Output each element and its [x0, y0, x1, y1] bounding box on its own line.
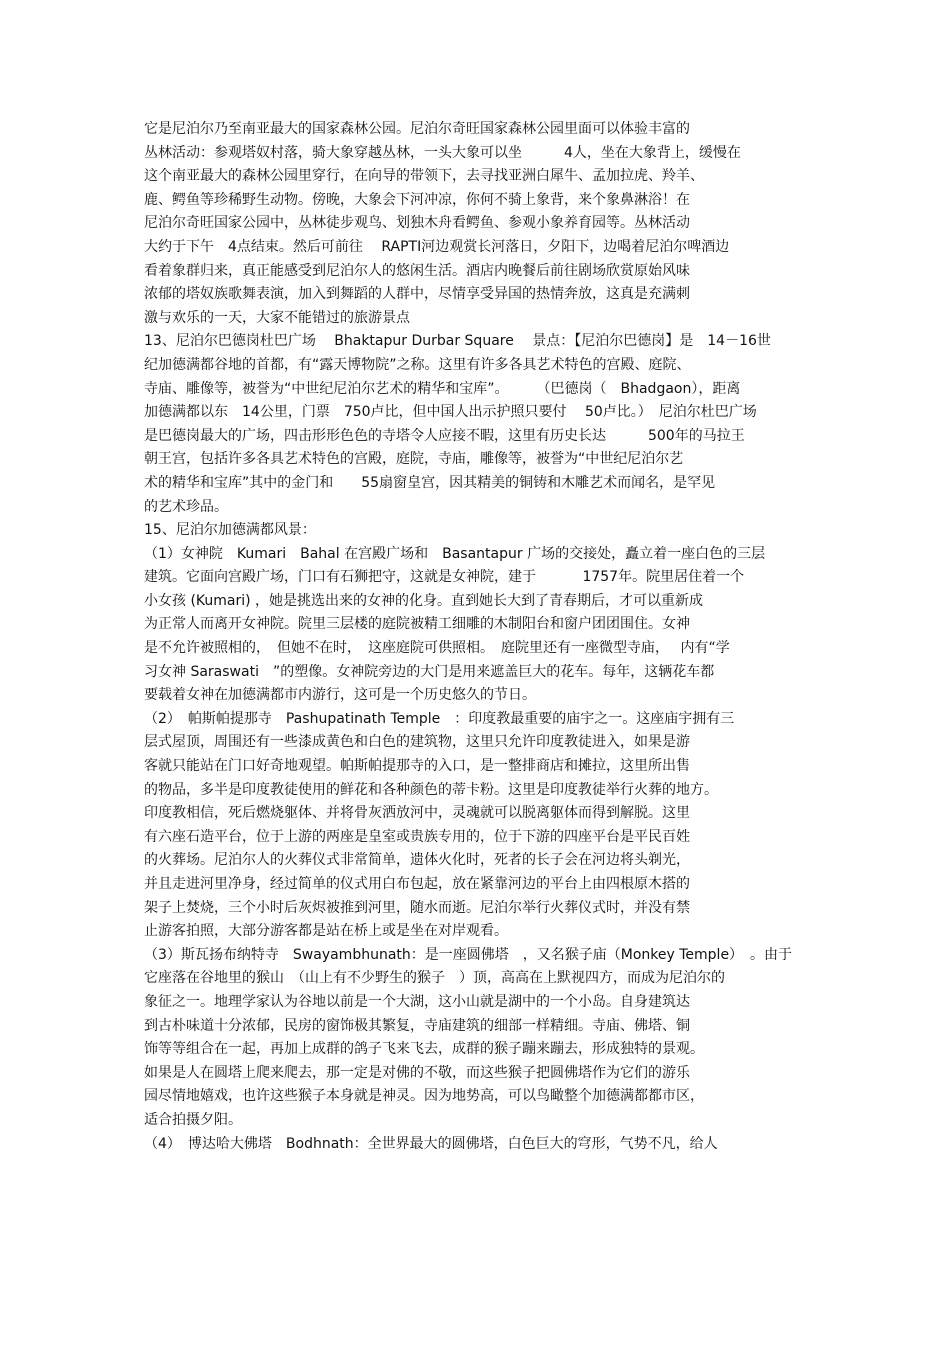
- text-line: 为正常人而离开女神院。院里三层楼的庭院被精工细雕的木制阳台和窗户团团围住。女神: [144, 616, 690, 633]
- text-line: （3）斯瓦扬布纳特寺 Swayambhunath：是一座圆佛塔 ，又名猴子庙（Monkey Temple） 。由于: [144, 946, 793, 963]
- text-line: 园尽情地嬉戏，也许这些猴子本身就是神灵。因为地势高，可以鸟瞰整个加德满都都市区，: [144, 1088, 704, 1105]
- text-line: 鹿、鳄鱼等珍稀野生动物。傍晚，大象会下河冲凉，你何不骑上象背，来个象鼻淋浴！在: [144, 191, 690, 208]
- text-line: 的艺术珍品。: [144, 498, 228, 515]
- text-line: 的火葬场。尼泊尔人的火葬仪式非常简单，遗体火化时，死者的长子会在河边将头剃光，: [144, 852, 690, 869]
- text-line: 大约于下午 4点结束。然后可前往 RAPTI河边观赏长河落日，夕阳下，边喝着尼泊尔啤酒边: [144, 238, 730, 255]
- text-line: 15、尼泊尔加德满都风景：: [144, 522, 316, 539]
- text-line: 13、尼泊尔巴德岗杜巴广场 Bhaktapur Durbar Square 景点：【尼泊尔巴德岗】是 14－16世: [144, 333, 771, 350]
- text-line: 它座落在谷地里的猴山 （山上有不少野生的猴子 ）顶，高高在上默视四方，而成为尼泊尔的: [144, 970, 725, 987]
- text-line: 客就只能站在门口好奇地观望。帕斯帕提那寺的入口，是一整排商店和摊拉，这里所出售: [144, 758, 690, 775]
- text-line: 并且走进河里净身，经过简单的仪式用白布包起，放在紧靠河边的平台上由四根原木搭的: [144, 876, 690, 892]
- text-line: 这个南亚最大的森林公园里穿行，在向导的带领下，去寻找亚洲白犀牛、孟加拉虎、羚羊、: [144, 168, 704, 185]
- text-line: 的物品，多半是印度教徒使用的鲜花和各种颜色的蒂卡粉。这里是印度教徒举行火葬的地方。: [144, 781, 718, 798]
- text-line: 它是尼泊尔乃至南亚最大的国家森林公园。尼泊尔奇旺国家森林公园里面可以体验丰富的: [144, 121, 690, 137]
- text-line: 建筑。它面向宫殿广场，门口有石狮把守，这就是女神院，建于 1757年。院里居住着一个: [144, 569, 745, 586]
- text-line: 印度教相信，死后燃烧躯体、并将骨灰洒放河中，灵魂就可以脱离躯体而得到解脱。这里: [144, 805, 690, 822]
- text-line: 习女神 Saraswati ”的塑像。女神院旁边的大门是用来遮盖巨大的花车。每年，这辆花车都: [144, 663, 715, 680]
- text-line: 层式屋顶，周围还有一些漆成黄色和白色的建筑物，这里只允许印度教徒进入，如果是游: [144, 734, 690, 751]
- text-line: 激与欢乐的一天，大家不能错过的旅游景点: [144, 309, 410, 326]
- text-line: 象征之一。地理学家认为谷地以前是一个大湖，这小山就是湖中的一个小岛。自身建筑达: [144, 993, 690, 1010]
- text-line: 如果是人在圆塔上爬来爬去，那一定是对佛的不敬，而这些猴子把圆佛塔作为它们的游乐: [144, 1064, 690, 1081]
- text-line: （1）女神院 Kumari Bahal 在宫殿广场和 Basantapur 广场的交接处，矗立着一座白色的三层: [144, 545, 766, 562]
- text-line: 要载着女神在加德满都市内游行，这可是一个历史悠久的节日。: [144, 687, 536, 704]
- text-line: 加德满都以东 14公里，门票 750卢比，但中国人出示护照只要付 50卢比。） 尼泊尔杜巴广场: [144, 404, 757, 421]
- text-line: 是巴德岗最大的广场，四击形形色色的寺塔令人应接不暇，这里有历史长达 500年的马拉王: [144, 427, 745, 444]
- text-line: 寺庙、雕像等，被誉为“中世纪尼泊尔艺术的精华和宝库”。 （巴德岗（ Bhadgaon），距离: [144, 380, 741, 397]
- text-line: 有六座石造平台，位于上游的两座是皇室或贵族专用的，位于下游的四座平台是平民百姓: [144, 828, 690, 845]
- text-line: 适合拍摄夕阳。: [144, 1111, 242, 1128]
- text-line: 小女孩 (Kumari) ，她是挑选出来的女神的化身。直到她长大到了青春期后，才可以重新成: [144, 592, 704, 609]
- text-line: 朝王宫，包括许多各具艺术特色的宫殿，庭院，寺庙，雕像等，被誉为“中世纪尼泊尔艺: [144, 451, 684, 468]
- text-line: （2） 帕斯帕提那寺 Pashupatinath Temple ：印度教最重要的庙宇之一。这座庙宇拥有三: [144, 710, 735, 727]
- text-line: 看着象群归来，真正能感受到尼泊尔人的悠闲生活。酒店内晚餐后前往剧场欣赏原始风味: [144, 262, 690, 279]
- text-line: 浓郁的塔奴族歌舞表演，加入到舞蹈的人群中，尽情享受异国的热情奔放，这真是充满刺: [144, 286, 690, 303]
- text-line: （4） 博达哈大佛塔 Bodhnath：全世界最大的圆佛塔，白色巨大的穹形，气势不凡，给人: [144, 1135, 718, 1152]
- text-line: 尼泊尔奇旺国家公园中，丛林徒步观鸟、划独木舟看鳄鱼、参观小象养育园等。丛林活动: [144, 215, 690, 232]
- text-line: 丛林活动：参观塔奴村落，骑大象穿越丛林，一头大象可以坐 4人，坐在大象背上，缓慢在: [144, 144, 741, 161]
- text-line: 术的精华和宝库”其中的金门和 55扇窗皇宫，因其精美的铜铸和木雕艺术而闻名，是罕见: [144, 474, 716, 491]
- text-line: 到古朴味道十分浓郁，民房的窗饰极其繁复，寺庙建筑的细部一样精细。寺庙、佛塔、铜: [144, 1017, 690, 1034]
- text-line: 止游客拍照，大部分游客都是站在桥上或是坐在对岸观看。: [144, 923, 508, 940]
- text-line: 饰等等组合在一起，再加上成群的鸽子飞来飞去，成群的猴子蹦来蹦去，形成独特的景观。: [144, 1041, 704, 1058]
- body-text: [144, 118, 824, 1156]
- text-line: 纪加德满都谷地的首都，有“露天博物院”之称。这里有许多各具艺术特色的宫殿、庭院、: [144, 356, 691, 373]
- text-line: 是不允许被照相的， 但她不在时， 这座庭院可供照相。 庭院里还有一座微型寺庙， 内有“学: [144, 640, 730, 657]
- text-line: 架子上焚烧，三个小时后灰烬被推到河里，随水而逝。尼泊尔举行火葬仪式时，并没有禁: [144, 899, 690, 916]
